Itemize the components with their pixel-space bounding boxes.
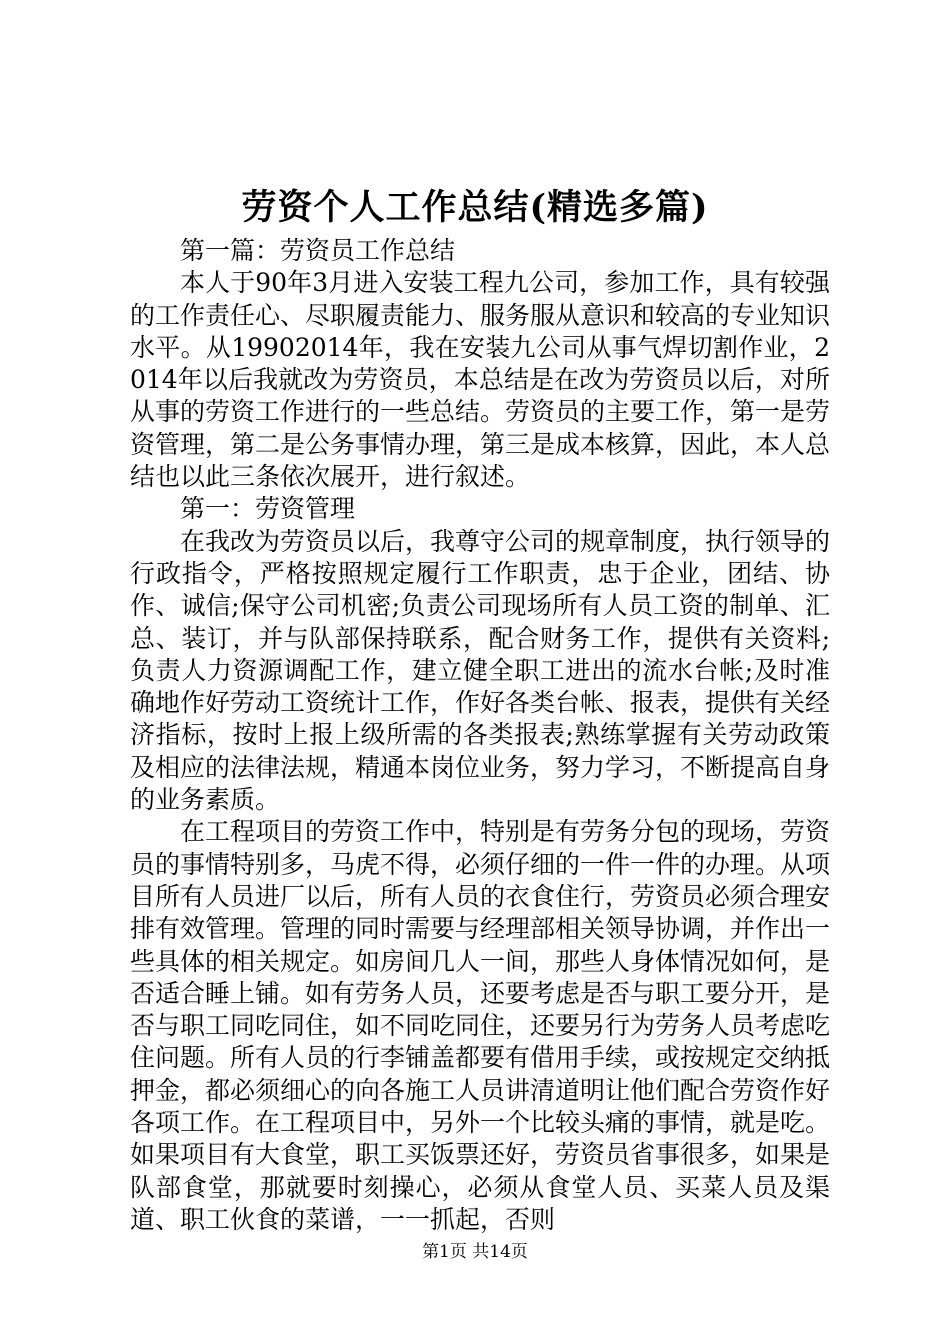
- body-paragraph-3: 在工程项目的劳资工作中，特别是有劳务分包的现场，劳资员的事情特别多，马虎不得，必须仔细的一件一件的办理。从项目所有人员进厂以后，所有人员的衣食住行，劳资员必须合理安排有效管理。管理的同时需要与经理部相关领导协调，并作出一些具体的相关规定。如房间几人一间，那些人身体情况如何，是否适合睡上铺。如有劳务人员，还要考虑是否与职工要分开，是否与职工同吃同住，如不同吃同住，还要另行为劳务人员考虑吃住问题。所有人员的行李铺盖都要有借用手续，或按规定交纳抵押金，都必须细心的向各施工人员讲清道明让他们配合劳资作好各项工作。在工程项目中，另外一个比较头痛的事情，就是吃。如果项目有大食堂，职工买饭票还好，劳资员省事很多，如果是队部食堂，那就要时刻操心，必须从食堂人员、买菜人员及渠道、职工伙食的菜谱，一一抓起，否则: [130, 817, 831, 1234]
- page-footer: 第1页 共14页: [422, 1242, 528, 1262]
- document-title: 劳资个人工作总结(精选多篇): [241, 187, 709, 228]
- section-heading-2: 第一：劳资管理: [180, 494, 356, 524]
- section-heading-1: 第一篇：劳资员工作总结: [180, 236, 456, 265]
- document-body: [130, 235, 830, 1236]
- body-paragraph-2: 在我改为劳资员以后，我尊守公司的规章制度，执行领导的行政指令，严格按照规定履行工作职责，忠于企业，团结、协作、诚信;保守公司机密;负责公司现场所有人员工资的制单、汇总、装订，并与队部保持联系，配合财务工作，提供有关资料;负责人力资源调配工作，建立健全职工进出的流水台帐;及时准确地作好劳动工资统计工作，作好各类台帐、报表，提供有关经济指标，按时上报上级所需的各类报表;熟练掌握有关劳动政策及相应的法律法规，精通本岗位业务，努力学习，不断提高自身的业务素质。: [130, 526, 831, 815]
- body-paragraph-1: 本人于90年3月进入安装工程九公司，参加工作，具有较强的工作责任心、尽职履责能力、服务服从意识和较高的专业知识水平。从19902014年，我在安装九公司从事气焊切割作业，2014年以后我就改为劳资员，本总结是在改为劳资员以后，对所从事的劳资工作进行的一些总结。劳资员的主要工作，第一是劳资管理，第二是公务事情办理，第三是成本核算，因此，本人总结也以此三条依次展开，进行叙述。: [130, 268, 831, 492]
